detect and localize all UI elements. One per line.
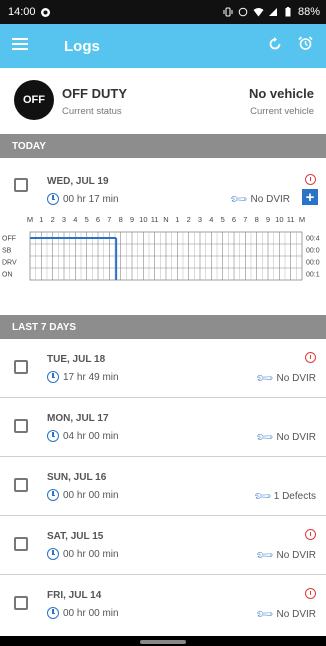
- hour-label: 1: [39, 215, 44, 224]
- wrench-icon: 🔧︎: [254, 367, 276, 389]
- navigation-bar: [0, 636, 326, 646]
- wifi-icon: [253, 7, 264, 18]
- hour-label: 4: [209, 215, 214, 224]
- clock-icon: [47, 607, 59, 619]
- duty-status-badge: OFF: [14, 80, 54, 120]
- row-checkbox[interactable]: [14, 596, 28, 610]
- duty-status-subtitle: Current status: [62, 106, 122, 117]
- row-total: 00:0: [306, 259, 320, 267]
- log-date: MON, JUL 17: [47, 413, 109, 424]
- current-status-card[interactable]: [0, 68, 326, 132]
- hour-label: 10: [139, 215, 148, 224]
- alert-icon: [305, 352, 316, 363]
- vibrate-icon: [223, 7, 234, 18]
- wrench-icon: 🔧︎: [228, 188, 250, 210]
- duration-text: 00 hr 17 min: [63, 193, 119, 205]
- hour-label: 5: [84, 215, 89, 224]
- day-log-row[interactable]: [0, 575, 326, 634]
- duty-status-title: OFF DUTY: [62, 86, 127, 101]
- hour-label: M: [298, 215, 306, 224]
- row-total: 00:1: [306, 271, 320, 279]
- duration-text: 17 hr 49 min: [63, 371, 119, 383]
- alert-icon: [305, 588, 316, 599]
- hour-label: 1: [175, 215, 180, 224]
- row-total: 00:4: [306, 235, 320, 243]
- home-indicator[interactable]: [140, 640, 186, 644]
- duration-text: 00 hr 00 min: [63, 489, 119, 501]
- log-duration: [47, 193, 119, 205]
- hour-label: 11: [286, 215, 295, 224]
- dvir-text: No DVIR: [276, 608, 316, 620]
- row-checkbox[interactable]: [14, 478, 28, 492]
- alarm-icon: [238, 7, 249, 18]
- day-log-row[interactable]: [0, 516, 326, 575]
- hour-label: M: [26, 215, 34, 224]
- clock-icon: [47, 548, 59, 560]
- dvir-text: No DVIR: [250, 193, 290, 205]
- app-notification-icon: [40, 7, 51, 18]
- log-duration: [47, 489, 119, 501]
- clock-icon: [47, 430, 59, 442]
- menu-button[interactable]: [0, 24, 40, 68]
- day-log-row[interactable]: [0, 398, 326, 457]
- hour-label: 5: [220, 215, 225, 224]
- vehicle-subtitle: Current vehicle: [250, 106, 314, 117]
- duration-text: 04 hr 00 min: [63, 430, 119, 442]
- hos-graph: [0, 210, 326, 310]
- battery-icon: [283, 7, 294, 18]
- dvir-text: No DVIR: [276, 372, 316, 384]
- hamburger-menu-icon: [12, 37, 28, 55]
- dvir-text: No DVIR: [276, 549, 316, 561]
- hour-label: 6: [95, 215, 101, 224]
- wrench-icon: 🔧︎: [254, 426, 276, 448]
- hour-label: N: [163, 215, 169, 224]
- hour-label: 7: [243, 215, 248, 224]
- hour-label: 6: [231, 215, 237, 224]
- wrench-icon: 🔧︎: [251, 485, 273, 507]
- row-label: ON: [2, 271, 13, 279]
- log-duration: [47, 607, 119, 619]
- sync-icon: [268, 37, 282, 56]
- dvir-status[interactable]: [228, 188, 290, 210]
- hour-label: 10: [275, 215, 284, 224]
- add-dvir-button[interactable]: +: [302, 189, 318, 205]
- row-label: DRV: [2, 259, 17, 267]
- hour-label: 3: [61, 215, 67, 224]
- hour-label: 9: [265, 215, 271, 224]
- duration-text: 00 hr 00 min: [63, 548, 119, 560]
- log-date: TUE, JUL 18: [47, 354, 106, 365]
- row-total: 00:0: [306, 247, 320, 255]
- log-duration: [47, 371, 119, 383]
- day-log-row[interactable]: [0, 339, 326, 398]
- section-header-today: TODAY: [0, 134, 326, 158]
- hour-label: 4: [73, 215, 78, 224]
- hour-label: 7: [107, 215, 112, 224]
- dvir-status[interactable]: [251, 485, 316, 507]
- status-bar: [0, 0, 326, 24]
- log-duration: [47, 548, 119, 560]
- hour-label: 8: [118, 215, 123, 224]
- day-log-row[interactable]: [0, 457, 326, 516]
- dvir-status[interactable]: [254, 426, 316, 448]
- log-date: FRI, JUL 14: [47, 590, 102, 601]
- row-checkbox[interactable]: [14, 360, 28, 374]
- log-date: SAT, JUL 15: [47, 531, 104, 542]
- app-bar: [0, 24, 326, 68]
- row-checkbox[interactable]: [14, 537, 28, 551]
- dvir-text: 1 Defects: [273, 490, 316, 502]
- section-header-last-7-days: LAST 7 DAYS: [0, 315, 326, 339]
- alert-icon: [305, 529, 316, 540]
- clock-icon: [47, 193, 59, 205]
- hour-label: 11: [150, 215, 159, 224]
- row-checkbox[interactable]: [14, 419, 28, 433]
- log-date: WED, JUL 19: [47, 176, 109, 187]
- dvir-status[interactable]: [254, 544, 316, 566]
- hour-label: 3: [197, 215, 203, 224]
- alarm-button[interactable]: [290, 24, 320, 68]
- hour-label: 8: [254, 215, 259, 224]
- signal-icon: [268, 7, 279, 18]
- log-duration: [47, 430, 119, 442]
- row-label: OFF: [2, 235, 16, 243]
- dvir-status[interactable]: [254, 603, 316, 625]
- dvir-status[interactable]: [254, 367, 316, 389]
- alert-icon: [305, 174, 316, 185]
- sync-button[interactable]: [260, 24, 290, 68]
- status-time: 14:00: [8, 6, 36, 18]
- page-title: Logs: [64, 37, 100, 55]
- clock-icon: [47, 489, 59, 501]
- log-date: SUN, JUL 16: [47, 472, 107, 483]
- wrench-icon: 🔧︎: [254, 603, 276, 625]
- wrench-icon: 🔧︎: [254, 544, 276, 566]
- battery-percent: 88%: [297, 6, 320, 18]
- vehicle-title: No vehicle: [248, 86, 314, 101]
- clock-icon: [47, 371, 59, 383]
- dvir-text: No DVIR: [276, 431, 316, 443]
- row-checkbox[interactable]: [14, 178, 28, 192]
- alarm-clock-icon: [298, 36, 313, 56]
- row-label: SB: [2, 247, 12, 255]
- hour-label: 2: [50, 215, 55, 224]
- hour-label: 9: [129, 215, 135, 224]
- duration-text: 00 hr 00 min: [63, 607, 119, 619]
- hour-label: 2: [186, 215, 191, 224]
